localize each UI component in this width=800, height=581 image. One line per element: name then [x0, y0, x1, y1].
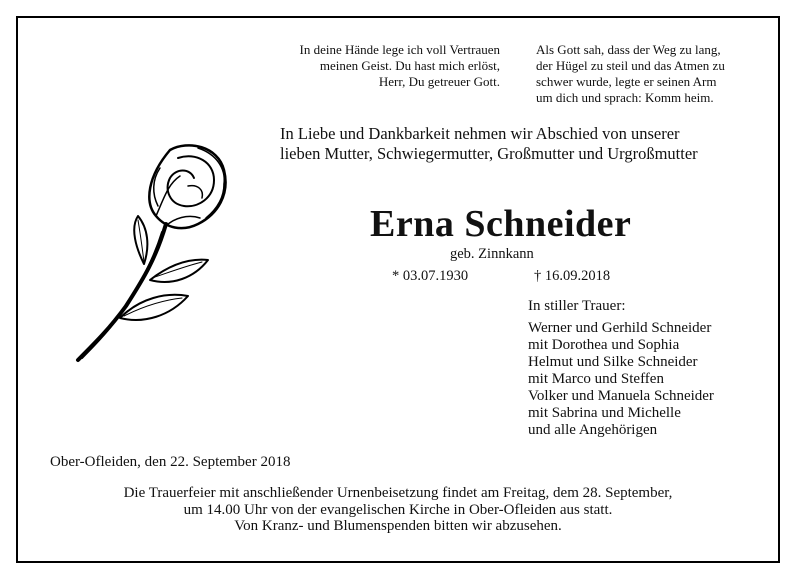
mourner-line: Werner und Gerhild Schneider — [528, 320, 712, 336]
verse-right: Als Gott sah, dass der Weg zu lang, der Hügel zu steil und das Atmen zu schwer wurde, legte er seinen Arm um dich und sprach: Komm heim. — [536, 42, 725, 105]
mourner-line: und alle Angehörigen — [528, 422, 658, 438]
obituary-card — [16, 16, 780, 563]
intro-text: In Liebe und Dankbarkeit nehmen wir Abschied von unserer lieben Mutter, Schwiegermutter, Großmutter und Urgroßmutter — [280, 124, 698, 163]
mourner-line: Volker und Manuela Schneider — [528, 388, 714, 404]
mourner-line: Helmut und Silke Schneider — [528, 354, 698, 370]
mourner-line: mit Marco und Steffen — [528, 371, 664, 387]
mourner-line: mit Sabrina und Michelle — [528, 405, 681, 421]
mourner-line: mit Dorothea und Sophia — [528, 337, 680, 353]
mourning-heading: In stiller Trauer: — [528, 298, 626, 314]
rose-icon — [48, 128, 228, 368]
maiden-name: geb. Zinnkann — [450, 246, 534, 262]
verse-left: In deine Hände lege ich voll Vertrauen meinen Geist. Du hast mich erlöst, Herr, Du getreuer Gott. — [299, 42, 500, 89]
deceased-name: Erna Schneider — [370, 203, 632, 245]
death-date: † 16.09.2018 — [534, 268, 611, 284]
mourners-list — [528, 320, 714, 439]
service-line: um 14.00 Uhr von der evangelischen Kirche in Ober-Ofleiden aus statt. — [183, 501, 613, 518]
birth-date: * 03.07.1930 — [392, 268, 469, 284]
service-line: Die Trauerfeier mit anschließender Urnenbeisetzung findet am Freitag, dem 28. September, — [123, 485, 673, 501]
place-and-date: Ober-Ofleiden, den 22. September 2018 — [50, 454, 291, 470]
service-notice — [18, 485, 778, 535]
service-line: Von Kranz- und Blumenspenden bitten wir abzusehen. — [234, 518, 562, 534]
